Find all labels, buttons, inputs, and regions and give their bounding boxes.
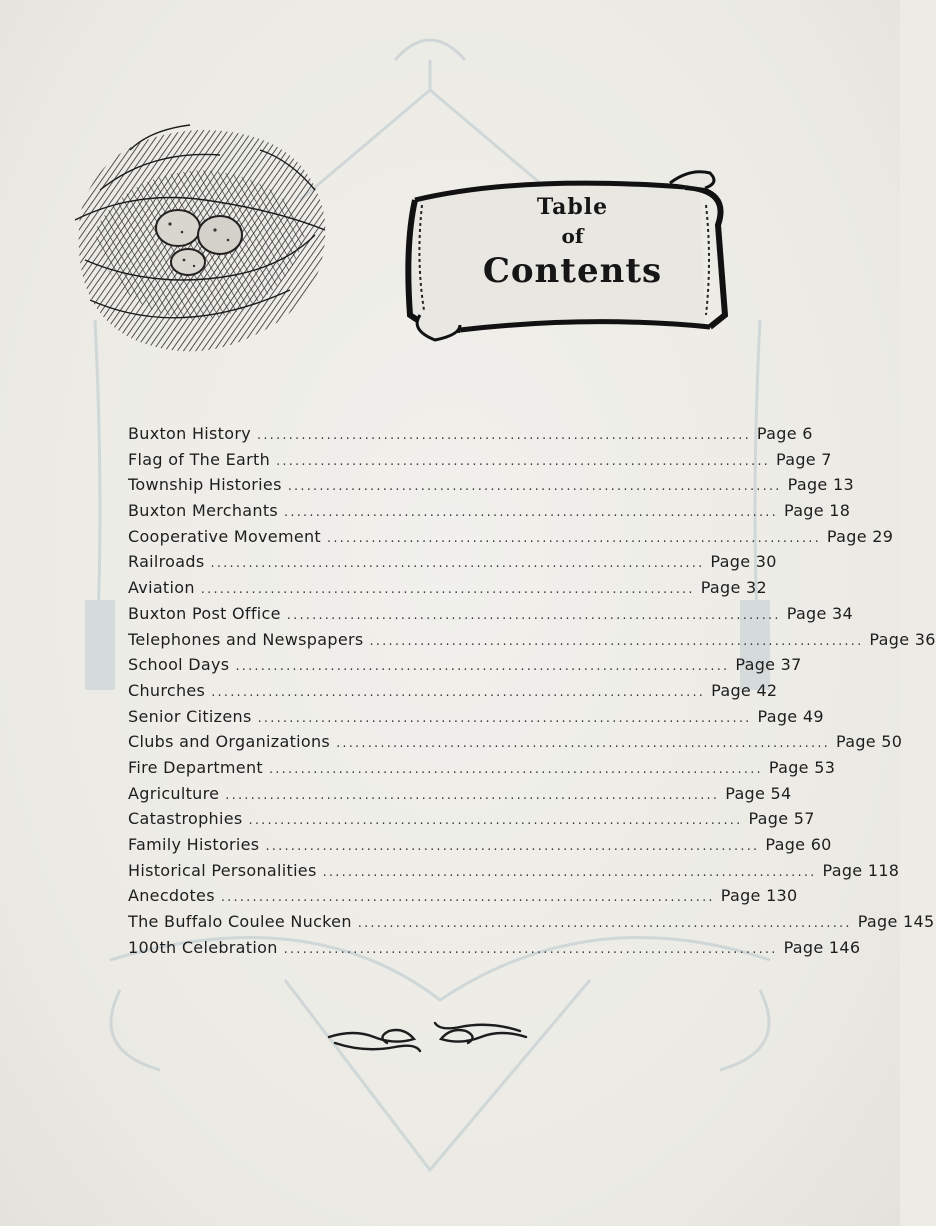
toc-entry-title: Railroads: [128, 552, 205, 572]
toc-entry-page: Page 50: [835, 732, 903, 752]
toc-entry-page: Page 37: [735, 655, 802, 675]
toc-entry-title: Buxton Merchants: [128, 501, 279, 521]
toc-entry-page: Page 6: [756, 424, 813, 443]
toc-entry[interactable]: [128, 424, 813, 450]
toc-entry-page: Page 30: [710, 552, 777, 572]
toc-entry-title: 100th Celebration: [128, 937, 278, 957]
toc-entry[interactable]: [128, 912, 935, 938]
dot-leader: ..............................................................................: [200, 582, 695, 598]
toc-entry-page: Page 29: [826, 526, 894, 546]
toc-entry[interactable]: [128, 886, 798, 912]
toc-entry-page: Page 13: [787, 475, 854, 495]
toc-entry-title: Senior Citizens: [128, 706, 252, 726]
toc-heading: [400, 194, 745, 291]
toc-entry[interactable]: [128, 603, 853, 630]
toc-entry-title: Historical Personalities: [128, 860, 317, 880]
bird-nest-with-eggs-icon: [70, 120, 330, 370]
toc-entry[interactable]: [128, 835, 832, 861]
dot-leader: ..............................................................................: [235, 659, 730, 675]
toc-entry[interactable]: [128, 860, 900, 887]
dot-leader: ..............................................................................: [265, 839, 760, 854]
toc-entry[interactable]: [128, 475, 854, 501]
dot-leader: ..............................................................................: [257, 428, 751, 443]
table-of-contents: [128, 424, 936, 963]
toc-entry[interactable]: [128, 552, 777, 578]
toc-entry-page: Page 42: [711, 680, 778, 700]
toc-entry-page: Page 130: [720, 886, 798, 906]
toc-entry-page: Page 36: [869, 629, 936, 649]
toc-entry[interactable]: [128, 526, 894, 553]
dot-leader: ..............................................................................: [268, 761, 763, 777]
toc-entry-page: Page 145: [857, 912, 935, 932]
dot-leader: ..............................................................................: [322, 864, 817, 880]
toc-entry-page: Page 54: [725, 783, 792, 803]
dot-leader: ..............................................................................: [369, 633, 864, 649]
toc-entry[interactable]: [128, 449, 832, 476]
toc-entry-page: Page 57: [748, 809, 815, 829]
heading-line-1: Table: [536, 194, 609, 220]
toc-entry[interactable]: [128, 655, 802, 681]
toc-entry-page: Page 32: [700, 578, 767, 598]
dot-leader: ..............................................................................: [257, 710, 752, 726]
toc-entry-page: Page 60: [765, 835, 832, 854]
toc-entry-title: Anecdotes: [128, 886, 215, 906]
toc-entry-page: Page 7: [775, 449, 832, 469]
dot-leader: ..............................................................................: [336, 736, 830, 752]
toc-entry-title: Buxton Post Office: [128, 603, 281, 623]
toc-entry[interactable]: [128, 501, 851, 527]
toc-entry[interactable]: [128, 680, 778, 707]
toc-entry[interactable]: [128, 809, 815, 835]
toc-entry-title: Churches: [128, 680, 206, 700]
toc-entry-title: The Buffalo Coulee Nucken: [128, 912, 352, 932]
toc-entry-title: Buxton History: [128, 424, 251, 443]
toc-entry-title: Township Histories: [128, 475, 282, 495]
toc-entry-title: Flag of The Earth: [128, 449, 271, 469]
toc-entry-title: Telephones and Newspapers: [128, 629, 364, 649]
toc-entry[interactable]: [128, 783, 792, 810]
toc-entry-title: Aviation: [128, 578, 195, 598]
dot-leader: ..............................................................................: [248, 813, 743, 829]
toc-entry-title: Cooperative Movement: [128, 526, 321, 546]
toc-entry-title: Family Histories: [128, 835, 260, 854]
dot-leader: ..............................................................................: [283, 941, 778, 957]
dot-leader: ..............................................................................: [287, 479, 782, 495]
toc-entry-page: Page 53: [768, 757, 836, 777]
toc-entry[interactable]: [128, 578, 767, 604]
dot-leader: ..............................................................................: [211, 684, 706, 700]
dot-leader: ..............................................................................: [357, 916, 852, 932]
heading-line-2: of: [561, 224, 584, 248]
toc-entry[interactable]: [128, 732, 903, 758]
dot-leader: ..............................................................................: [327, 530, 821, 546]
toc-entry-page: Page 146: [783, 937, 861, 957]
toc-entry[interactable]: [128, 937, 861, 964]
toc-entry-title: Agriculture: [128, 783, 220, 803]
dot-leader: ..............................................................................: [284, 505, 778, 521]
toc-entry-page: Page 18: [783, 501, 851, 521]
dot-leader: ..............................................................................: [210, 556, 705, 572]
flourish-ornament-icon: [325, 1015, 530, 1060]
toc-entry-page: Page 49: [757, 706, 824, 726]
dot-leader: ..............................................................................: [286, 607, 781, 623]
dot-leader: ..............................................................................: [220, 890, 715, 906]
toc-entry-title: School Days: [128, 655, 230, 675]
toc-entry-title: Fire Department: [128, 757, 263, 777]
toc-entry[interactable]: [128, 757, 836, 784]
toc-entry[interactable]: [128, 706, 824, 733]
heading-line-3: Contents: [482, 251, 663, 291]
toc-entry-page: Page 118: [822, 860, 900, 880]
toc-entry-page: Page 34: [786, 603, 853, 623]
dot-leader: ..............................................................................: [276, 453, 770, 469]
toc-entry-title: Catastrophies: [128, 809, 243, 829]
dot-leader: ..............................................................................: [225, 787, 720, 803]
toc-entry-title: Clubs and Organizations: [128, 732, 331, 752]
toc-entry[interactable]: [128, 629, 936, 656]
